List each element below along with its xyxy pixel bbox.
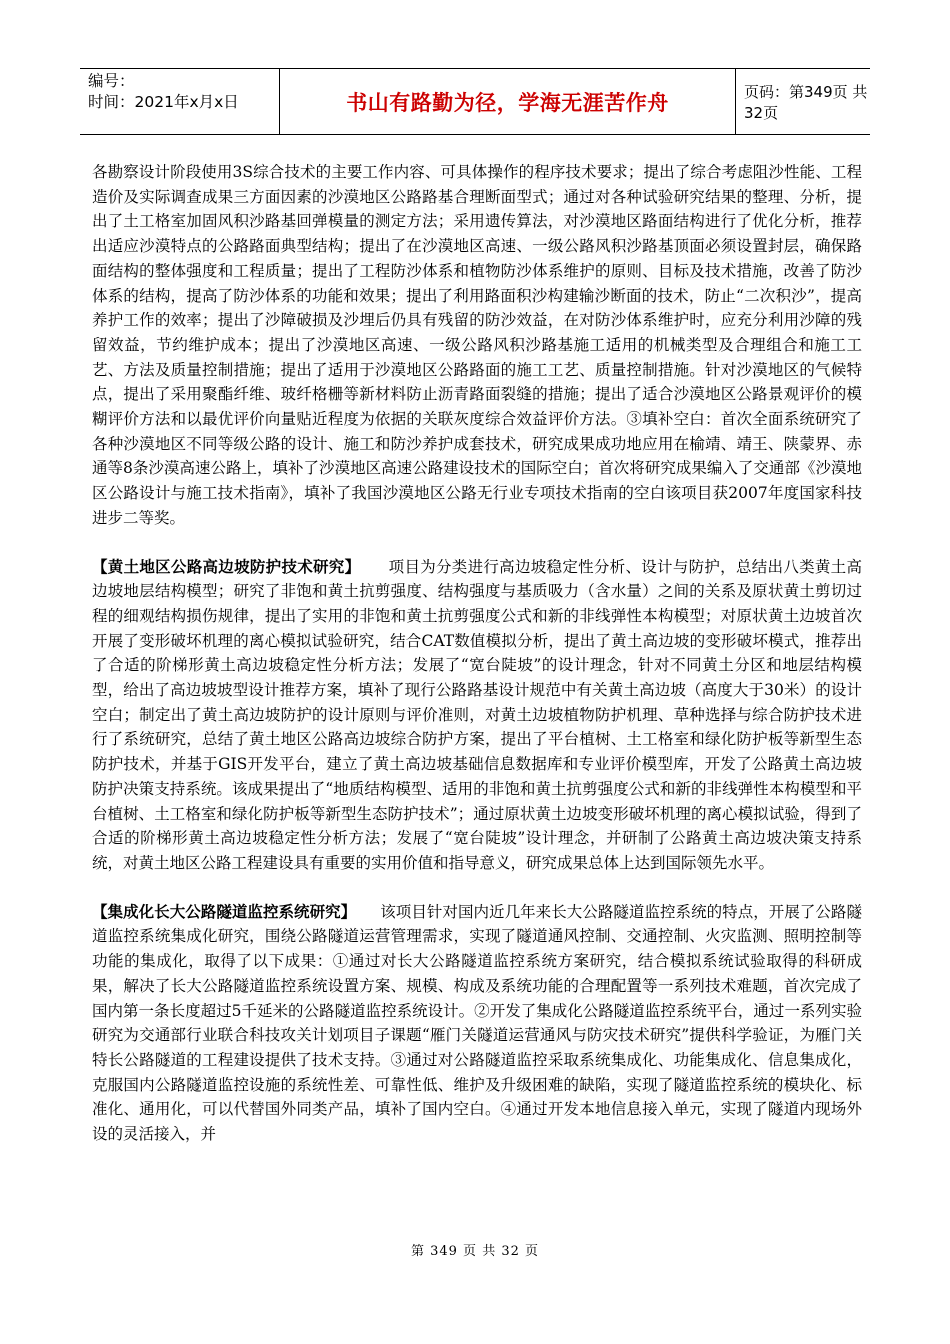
number-label: 编号： <box>88 72 135 90</box>
paragraph-text: 项目为分类进行高边坡稳定性分析、设计与防护，总结出八类黄土高边坡地层结构模型；研究了非饱和黄土抗剪强度、结构强度与基质吸力（含水量）之间的关系及原状黄土剪切过程的细观结构损伤规律，提出了实用的非饱和黄土抗剪强度公式和新的非线弹性本构模型；对原状黄土边坡首次开展了变形破坏机理的离心模拟试验研究，结合CAT数值模拟分析，提出了黄土高边坡的变形破坏模式，推荐出了合适的阶梯形黄土高边坡稳定性分析方法；发展了“宽台陡坡”的设计理念，针对不同黄土分区和地层结构模型，给出了高边坡坡型设计推荐方案，填补了现行公路路基设计规范中有关黄土高边坡（高度大于30米）的设计空白；制定出了黄土高边坡防护的设计原则与评价准则，对黄土边坡植物防护机理、草种选择与综合防护技术进行了系统研究，总结了黄土地区公路高边坡综合防护方案，提出了平台植树、土工格室和绿化防护板等新型生态防护技术，并基于GIS开发平台，建立了黄土高边坡基础信息数据库和专业评价模型库，开发了公路黄土高边坡防护决策支持系统。该成果提出了“地质结构模型、适用的非饱和黄土抗剪强度公式和新的非线弹性本构模型和平台植树、土工格室和绿化防护板等新型生态防护技术”；通过原状黄土边坡变形破坏机理的离心模拟试验，得到了合适的阶梯形黄土高边坡稳定性分析方法；发展了“宽台陡坡”设计理念，并研制了公路黄土高边坡决策支持系统，对黄土地区公路工程建设具有重要的实用价值和指导意义，研究成果总体上达到国际领先水平。 <box>92 557 862 872</box>
paragraph-loess-slope <box>92 555 862 876</box>
section-heading: 【黄土地区公路高边坡防护技术研究】 <box>92 557 361 576</box>
document-body <box>92 160 862 1171</box>
time-label: 时间：2021年x月x日 <box>88 93 239 111</box>
paragraph-text: 各勘察设计阶段使用3S综合技术的主要工作内容、可具体操作的程序技术要求；提出了综合考虑阻沙性能、工程造价及实际调查成果三方面因素的沙漠地区公路路基合理断面型式；通过对各种试验研究结果的整理、分析，提出了土工格室加固风积沙路基回弹模量的测定方法；采用遗传算法，对沙漠地区路面结构进行了优化分析，推荐出适应沙漠特点的公路路面典型结构；提出了在沙漠地区高速、一级公路风积沙路基顶面必须设置封层，确保路面结构的整体强度和工程质量；提出了工程防沙体系和植物防沙体系维护的原则、目标及技术措施，改善了防沙体系的结构，提高了防沙体系的功能和效果；提出了利用路面积沙构建输沙断面的技术，防止“二次积沙”，提高养护工作的效率；提出了沙障破损及沙埋后仍具有残留的防沙效益，在对防沙体系维护时，应充分利用沙障的残留效益，节约维护成本；提出了沙漠地区高速、一级公路风积沙路基施工适用的机械类型及合理组合和施工工艺、方法及质量控制措施；提出了适用于沙漠地区公路路面的施工工艺、质量控制措施。针对沙漠地区的气候特点，提出了采用聚酯纤维、玻纤格栅等新材料防止沥青路面裂缝的措施；提出了适合沙漠地区公路景观评价的模糊评价方法和以最优评价向量贴近程度为依据的关联灰度综合效益评价方法。③填补空白：首次全面系统研究了各种沙漠地区不同等级公路的设计、施工和防沙养护成套技术，研究成果成功地应用在榆靖、靖王、陕蒙界、赤通等8条沙漠高速公路上，填补了沙漠地区高速公路建设技术的国际空白；首次将研究成果编入了交通部《沙漠地区公路设计与施工技术指南》，填补了我国沙漠地区公路无行业专项技术指南的空白该项目获2007年度国家科技进步二等奖。 <box>92 163 862 527</box>
paragraph-text: 该项目针对国内近几年来长大公路隧道监控系统的特点，开展了公路隧道监控系统集成化研究，围绕公路隧道运营管理需求，实现了隧道通风控制、交通控制、火灾监测、照明控制等功能的集成化，取得了以下成果：①通过对长大公路隧道监控系统方案研究，结合模拟系统试验取得的科研成果，解决了长大公路隧道监控系统设置方案、规模、构成及系统功能的合理配置等一系列技术难题，首次完成了国内第一条长度超过5千延米的公路隧道监控系统设计。②开发了集成化公路隧道监控系统平台，通过一系列实验研究为交通部行业联合科技攻关计划项目子课题“雁门关隧道运营通风与防灾技术研究”提供科学验证，为雁门关特长公路隧道的工程建设提供了技术支持。③通过对公路隧道监控采取系统集成化、功能集成化、信息集成化，克服国内公路隧道监控设施的系统性差、可靠性低、维护及升级困难的缺陷，实现了隧道监控系统的模块化、标准化、通用化，可以代替国外同类产品，填补了国内空白。④通过开发本地信息接入单元，实现了隧道内现场外设的灵活接入，并 <box>92 902 862 1144</box>
section-heading: 【集成化长大公路隧道监控系统研究】 <box>92 902 357 921</box>
page-footer: 第 349 页 共 32 页 <box>410 1244 540 1259</box>
header-page-info: 页码：第349页 共32页 <box>744 82 868 122</box>
page-header <box>80 68 870 135</box>
paragraph-desert-highway <box>92 160 862 531</box>
header-meta <box>80 69 280 134</box>
header-motto: 书山有路勤为径，学海无涯苦作舟 <box>280 69 736 134</box>
paragraph-tunnel-monitoring <box>92 900 862 1147</box>
